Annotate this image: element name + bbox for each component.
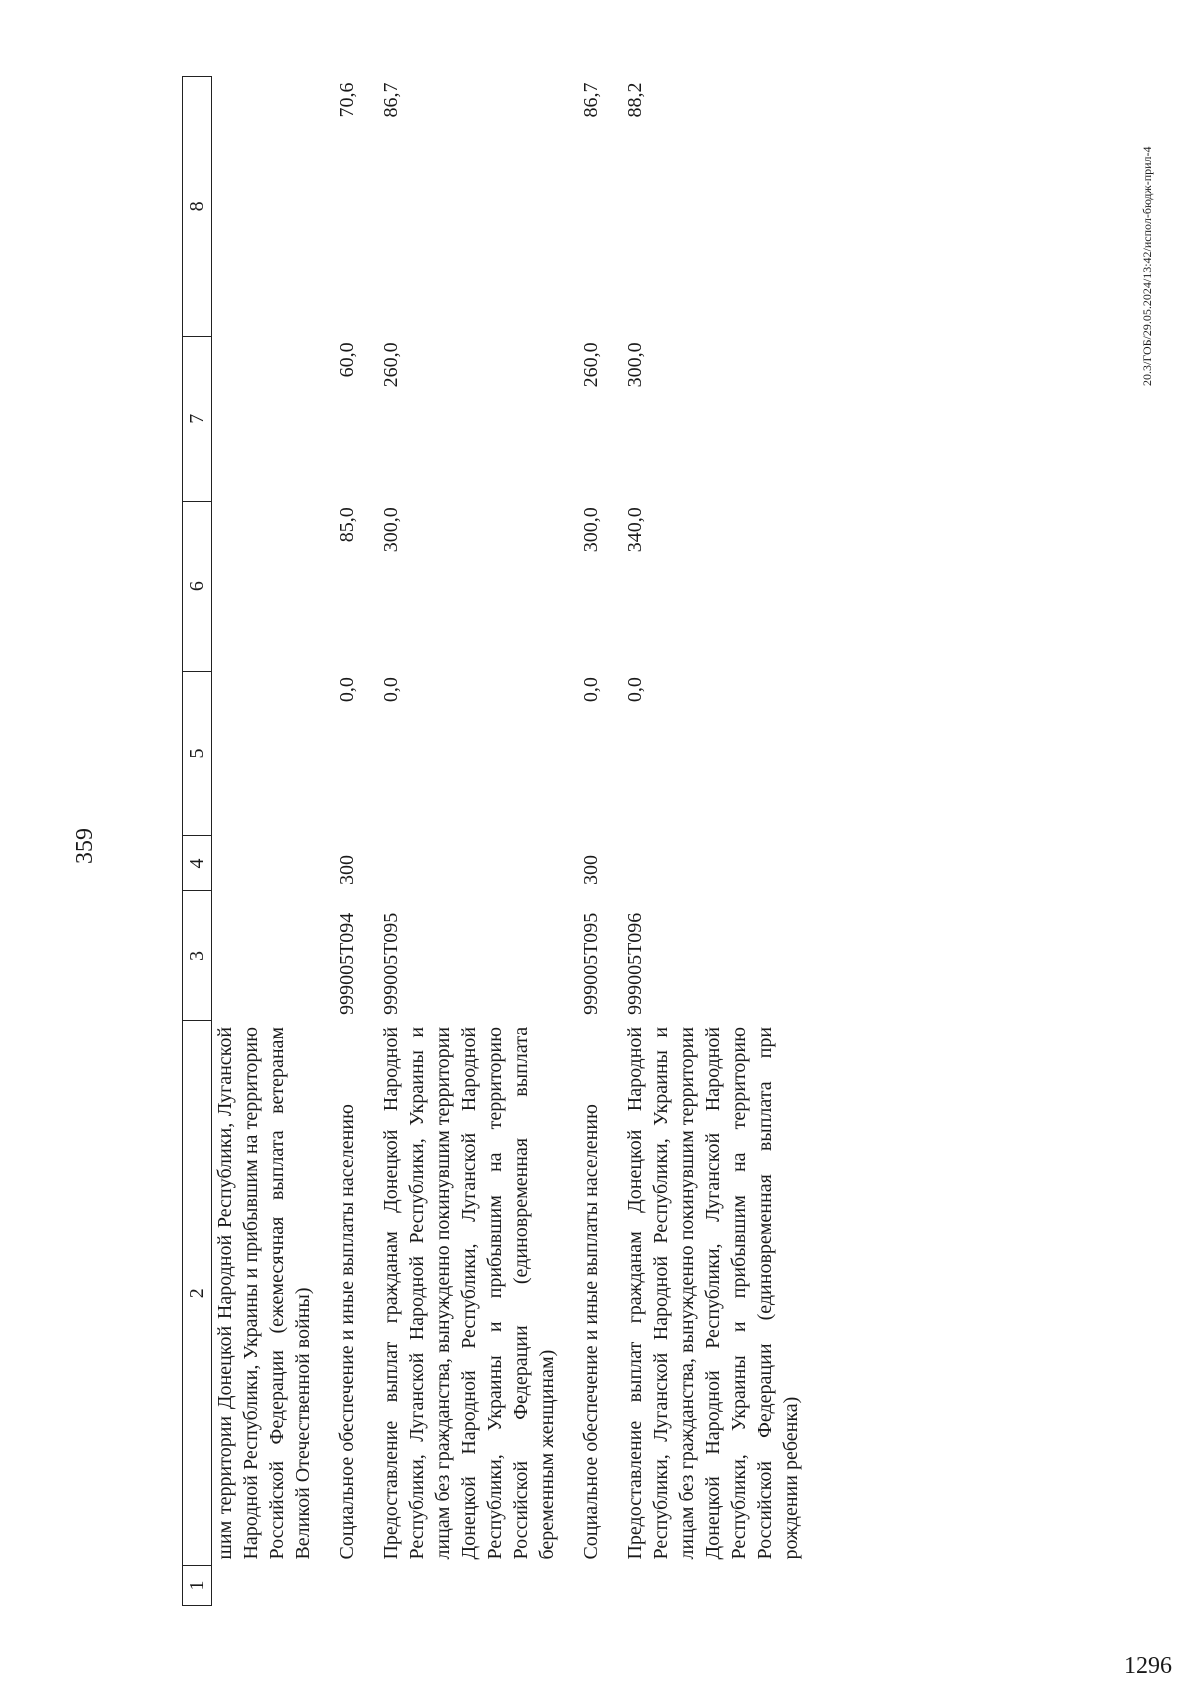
cell-col6: 300,0 [580, 507, 602, 553]
col-header-3: 3 [183, 891, 212, 1021]
cell-col7: 260,0 [580, 342, 602, 388]
cell-col5 [212, 671, 317, 836]
cell-expense-type [212, 836, 317, 891]
cell-expense-type [360, 836, 560, 891]
cell-description: шим территории Донецкой Народной Республики, Луганской Народной Республики, Украины и прибывшим на территорию Российской Федерации (ежемесячная выплата ветеранам Великой Отечественной войны) [214, 1026, 314, 1560]
cell-code [212, 1566, 317, 1606]
cell-col8: 88,2 [624, 82, 646, 118]
cell-code [360, 1566, 560, 1606]
cell-col5: 0,0 [336, 677, 358, 703]
cell-col8: 86,7 [380, 82, 402, 118]
cell-expense-type: 300 [580, 854, 602, 885]
cell-expense-type: 300 [336, 854, 358, 885]
cell-target-article: 999005Т094 [336, 912, 358, 1015]
cell-col7: 60,0 [336, 342, 358, 378]
cell-col6: 85,0 [336, 507, 358, 543]
table-row [212, 77, 317, 1606]
col-header-5: 5 [183, 671, 212, 836]
table-row [560, 77, 604, 1606]
table-row [360, 77, 560, 1606]
budget-table [182, 76, 804, 1606]
table-row [604, 77, 804, 1606]
cell-target-article [212, 891, 317, 1021]
cell-target-article: 999005Т095 [380, 912, 402, 1015]
table-row [316, 77, 360, 1606]
cell-col6 [212, 501, 317, 671]
cell-col8 [212, 77, 317, 337]
rotated-content [72, 76, 1154, 1606]
cell-code [560, 1566, 604, 1606]
cell-code [316, 1566, 360, 1606]
cell-description: Предоставление выплат гражданам Донецкой Народной Республики, Луганской Народной Республики, Украины и лицам без гражданства, вынужденно покинувшим территории Донецкой Народной Республики, Луганской Народной Республики, Украины и прибывшим на территорию Российской Федерации (единовременная выплата беременным женщинам) [380, 1026, 558, 1560]
page-number: 359 [72, 828, 98, 864]
cell-description: Социальное обеспечение и иные выплаты населению [336, 1104, 358, 1560]
cell-description: Предоставление выплат гражданам Донецкой Народной Республики, Луганской Народной Республики, Украины и лицам без гражданства, вынужденно покинувшим территории Донецкой Народной Республики, Луганской Народной Республики, Украины и прибывшим на территорию Российской Федерации (единовременная выплата при рождении ребенка) [624, 1026, 802, 1560]
cell-col6: 340,0 [624, 507, 646, 553]
col-header-6: 6 [183, 501, 212, 671]
col-header-2: 2 [183, 1021, 212, 1566]
cell-col7: 260,0 [380, 342, 402, 388]
cell-col5: 0,0 [580, 677, 602, 703]
col-header-8: 8 [183, 77, 212, 337]
cell-target-article: 999005Т096 [624, 912, 646, 1015]
col-header-4: 4 [183, 836, 212, 891]
cell-description: Социальное обеспечение и иные выплаты населению [580, 1104, 602, 1560]
cell-target-article: 999005Т095 [580, 912, 602, 1015]
document-stamp: 20.3/ГОБ/29.05.2024/13:42/испол-бюдж-прил-4 [1140, 146, 1154, 386]
cell-col5: 0,0 [380, 677, 402, 703]
header-row [183, 77, 212, 1606]
cell-col5: 0,0 [624, 677, 646, 703]
cell-col7 [212, 336, 317, 501]
cell-col7: 300,0 [624, 342, 646, 388]
col-header-7: 7 [183, 336, 212, 501]
cell-expense-type [604, 836, 804, 891]
sheet-number: 1296 [1124, 1653, 1172, 1679]
cell-code [604, 1566, 804, 1606]
cell-col8: 86,7 [580, 82, 602, 118]
cell-col8: 70,6 [336, 82, 358, 118]
col-header-1: 1 [183, 1566, 212, 1606]
cell-col6: 300,0 [380, 507, 402, 553]
